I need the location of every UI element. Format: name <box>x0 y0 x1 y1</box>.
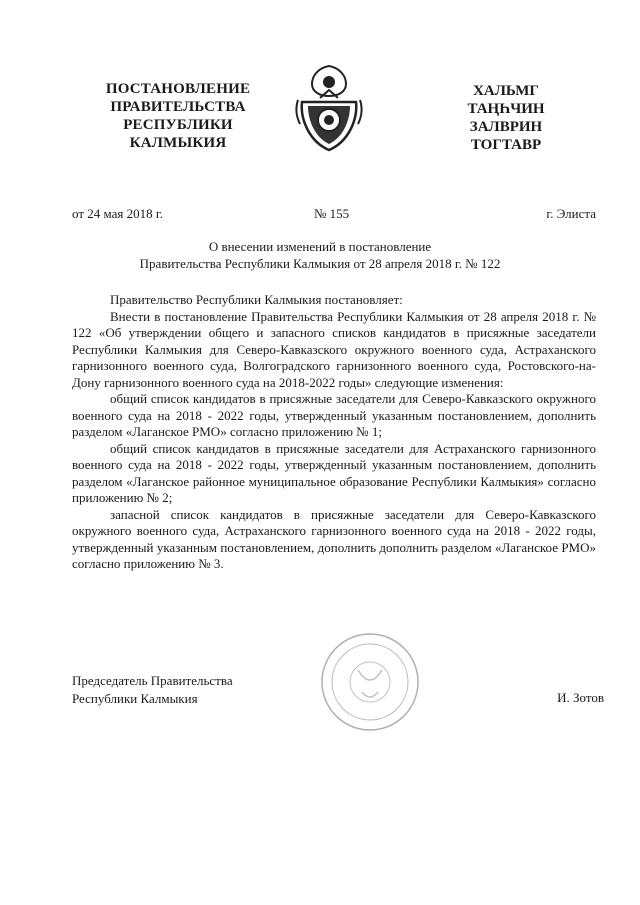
header-right-line-3: ЗАЛВРИН <box>469 119 543 135</box>
signature-position <box>72 672 233 708</box>
header-left-line-4: КАЛМЫКИЯ <box>129 135 227 151</box>
signature-position-line-2: Республики Калмыкия <box>72 691 198 706</box>
document-body <box>72 292 596 573</box>
document-number: № 155 <box>314 206 350 221</box>
header-kalmyk <box>446 82 566 154</box>
subject-line-1: О внесении изменений в постановление <box>208 239 432 254</box>
body-paragraph-4: общий список кандидатов в присяжные заседатели для Астраханского гарнизонного военного суда на 2018 - 2022 годы, утвержденный указанным постановлением, дополнить разделом «Лаганское районное муниципальное образование Республики Калмыкия» согласно приложению № 2; <box>72 440 596 505</box>
document-city: г. Элиста <box>546 206 596 221</box>
document-date: от 24 мая 2018 г. <box>72 206 164 221</box>
body-paragraph-3: общий список кандидатов в присяжные заседатели для Северо-Кавказского окружного военного суда на 2018 - 2022 годы, утвержденный указанным постановлением, дополнить разделом «Лаганское РМО» согласно приложению № 1; <box>72 391 596 439</box>
body-paragraph-5: запасной список кандидатов в присяжные заседатели для Северо-Кавказского окружного военного суда, Астраханского гарнизонного военного суда на 2018 - 2022 годы, утвержденный указанным постановлением, дополнить дополнить разделом «Лаганское РМО» согласно приложению № 3. <box>72 506 596 571</box>
body-paragraph-1: Правительство Республики Калмыкия постановляет: <box>110 292 403 307</box>
body-paragraph-2: Внести в постановление Правительства Республики Калмыкия от 28 апреля 2018 г. № 122 «Об утверждении общего и запасного списков кандидатов в присяжные заседатели Республики Калмыкия для Северо-Кавказского окружного военного суда, Астраханского гарнизонного военного суда, Волгоградского гарнизонного военного суда, Ростовского-на-Дону гарнизонного военного суда на 2018-2022 годы» следующие изменения: <box>72 308 596 390</box>
header-left-line-3: РЕСПУБЛИКИ <box>123 117 233 133</box>
signature-name: И. Зотов <box>557 690 604 705</box>
header-russian <box>88 80 268 152</box>
subject-line-2: Правительства Республики Калмыкия от 28 апреля 2018 г. № 122 <box>139 256 501 271</box>
header-left-line-2: ПРАВИТЕЛЬСТВА <box>110 99 246 115</box>
document-subject <box>100 238 540 272</box>
header-left-line-1: ПОСТАНОВЛЕНИЕ <box>105 81 251 97</box>
signature-position-line-1: Председатель Правительства <box>72 673 233 688</box>
header-right-line-4: ТОГТАВР <box>470 137 542 153</box>
official-seal-icon <box>318 630 422 734</box>
header-right-line-2: ТАҢҺЧИН <box>467 101 545 117</box>
header-right-line-1: ХАЛЬМГ <box>473 83 539 99</box>
coat-of-arms-icon <box>290 62 368 154</box>
